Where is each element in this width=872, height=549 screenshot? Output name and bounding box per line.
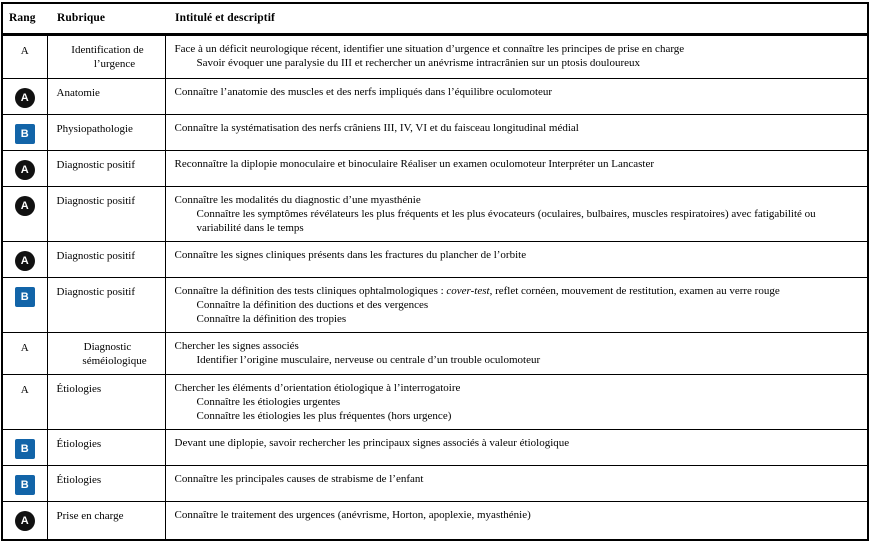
cell-intitule	[165, 187, 868, 242]
rubrique-label	[57, 340, 159, 368]
rank-b-badge: B	[15, 439, 35, 459]
rank-b-badge: B	[15, 287, 35, 307]
table-header-row	[2, 3, 868, 35]
descriptor-sub-line: Connaître les symptômes révélateurs les plus fréquents et les plus évocateurs (oculaires, bulbaires, muscles respiratoires) avec fatigabilité ou variabilité dans le temps	[196, 208, 816, 234]
rank-a-badge: A	[15, 88, 35, 108]
cell-intitule	[165, 79, 868, 115]
table-row	[2, 466, 868, 502]
descriptor-line: Face à un déficit neurologique récent, identifier une situation d’urgence et connaître les principes de prise en charge	[174, 43, 685, 55]
cell-rang	[2, 35, 47, 79]
rubrique-label	[57, 158, 159, 172]
descriptor-emphasis: cover-test	[446, 285, 490, 297]
cell-rubrique	[47, 375, 165, 430]
cell-intitule	[165, 151, 868, 187]
descriptor-sub-line: Connaître les étiologies les plus fréquentes (hors urgence)	[196, 410, 452, 422]
rubrique-label	[57, 382, 159, 396]
cell-rang	[2, 278, 47, 333]
column-header-rang: Rang	[2, 3, 47, 35]
rubrique-label	[57, 285, 159, 299]
cell-rang	[2, 502, 47, 540]
cell-intitule	[165, 333, 868, 375]
rubrique-label	[57, 249, 159, 263]
cell-intitule	[165, 430, 868, 466]
table-row	[2, 430, 868, 466]
descriptor-line: Connaître les principales causes de strabisme de l’enfant	[174, 473, 424, 485]
cell-rang	[2, 333, 47, 375]
table-row	[2, 278, 868, 333]
cell-intitule	[165, 242, 868, 278]
cell-rubrique	[47, 333, 165, 375]
cell-rubrique	[47, 242, 165, 278]
descriptor-line: Connaître la systématisation des nerfs crâniens III, IV, VI et du faisceau longitudinal médial	[174, 122, 579, 134]
cell-rang	[2, 79, 47, 115]
rubrique-line: Étiologies	[56, 474, 102, 486]
document-page	[0, 2, 872, 549]
cell-rubrique	[47, 466, 165, 502]
rubrique-line: Anatomie	[56, 87, 100, 99]
cell-rubrique	[47, 79, 165, 115]
rubrique-line: Étiologies	[56, 438, 102, 450]
descriptor-sub-line: Identifier l’origine musculaire, nerveuse ou centrale d’un trouble oculomoteur	[196, 354, 541, 366]
cell-rang	[2, 430, 47, 466]
rubrique-line: Identification de	[71, 44, 144, 56]
rubrique-label	[57, 437, 159, 451]
rank-plain-label: A	[20, 342, 29, 354]
descriptor-line: Connaître les modalités du diagnostic d’une myasthénie	[174, 194, 421, 206]
table-row	[2, 115, 868, 151]
rubrique-line: Physiopathologie	[56, 123, 133, 135]
cell-intitule	[165, 35, 868, 79]
cell-rang	[2, 151, 47, 187]
table-body	[2, 35, 868, 540]
cell-rubrique	[47, 278, 165, 333]
table-row	[2, 35, 868, 79]
rank-b-badge: B	[15, 124, 35, 144]
table-row	[2, 333, 868, 375]
table-row	[2, 151, 868, 187]
cell-rubrique	[47, 115, 165, 151]
cell-rang	[2, 187, 47, 242]
cell-rubrique	[47, 151, 165, 187]
rubrique-label	[57, 86, 159, 100]
table-row	[2, 242, 868, 278]
table-row	[2, 502, 868, 540]
rubrique-label	[57, 509, 159, 523]
cell-intitule	[165, 502, 868, 540]
rubrique-line: séméiologique	[82, 355, 147, 367]
table-row	[2, 79, 868, 115]
rank-plain-label: A	[20, 384, 29, 396]
rubrique-line: Diagnostic	[83, 341, 132, 353]
descriptor-text: , reflet cornéen, mouvement de restitution, examen au verre rouge	[489, 285, 780, 297]
descriptor-line: Chercher les éléments d’orientation étiologique à l’interrogatoire	[174, 382, 461, 394]
descriptor-sub-line: Connaître la définition des tropies	[196, 313, 347, 325]
cell-rubrique	[47, 35, 165, 79]
rubrique-label	[57, 43, 159, 71]
rank-a-badge: A	[15, 511, 35, 531]
cell-rubrique	[47, 430, 165, 466]
cell-intitule	[165, 115, 868, 151]
descriptor-line: Devant une diplopie, savoir rechercher les principaux signes associés à valeur étiologique	[174, 437, 570, 449]
descriptor-sub-line: Savoir évoquer une paralysie du III et rechercher un anévrisme intracrânien sur un ptosis douloureux	[196, 57, 641, 69]
table-row	[2, 375, 868, 430]
rank-a-badge: A	[15, 251, 35, 271]
rubrique-line: Diagnostic positif	[56, 195, 136, 207]
descriptor-line: Chercher les signes associés	[174, 340, 299, 352]
descriptor-sub-line: Connaître les étiologies urgentes	[196, 396, 341, 408]
cell-rang	[2, 242, 47, 278]
cell-intitule	[165, 466, 868, 502]
cell-intitule	[165, 375, 868, 430]
column-header-intitule: Intitulé et descriptif	[165, 3, 868, 35]
cell-intitule	[165, 278, 868, 333]
rubrique-line: Diagnostic positif	[56, 250, 136, 262]
cell-rang	[2, 466, 47, 502]
rubrique-line: Prise en charge	[56, 510, 124, 522]
cell-rubrique	[47, 187, 165, 242]
descriptor-line: Reconnaître la diplopie monoculaire et binoculaire Réaliser un examen oculomoteur Interpréter un Lancaster	[174, 158, 655, 170]
rubrique-line: Étiologies	[56, 383, 102, 395]
descriptor-line: Connaître les signes cliniques présents dans les fractures du plancher de l’orbite	[174, 249, 527, 261]
rubrique-line: Diagnostic positif	[56, 286, 136, 298]
rank-plain-label: A	[20, 45, 29, 57]
cell-rang	[2, 375, 47, 430]
rank-a-badge: A	[15, 196, 35, 216]
rank-a-badge: A	[15, 160, 35, 180]
table-row	[2, 187, 868, 242]
rubrique-label	[57, 473, 159, 487]
rubrique-line: Diagnostic positif	[56, 159, 136, 171]
cell-rang	[2, 115, 47, 151]
table-header	[2, 3, 868, 35]
rubrique-line: l’urgence	[93, 58, 136, 70]
descriptor-line	[175, 284, 862, 298]
rank-b-badge: B	[15, 475, 35, 495]
rubrique-label	[57, 194, 159, 208]
descriptor-text: Connaître la définition des tests cliniques ophtalmologiques :	[174, 285, 447, 297]
rubrique-label	[57, 122, 159, 136]
descriptor-sub-line: Connaître la définition des ductions et des vergences	[196, 299, 429, 311]
cell-rubrique	[47, 502, 165, 540]
competency-table	[1, 2, 869, 541]
descriptor-line: Connaître l’anatomie des muscles et des nerfs impliqués dans l’équilibre oculomoteur	[174, 86, 553, 98]
descriptor-line: Connaître le traitement des urgences (anévrisme, Horton, apoplexie, myasthénie)	[174, 509, 531, 521]
column-header-rubrique: Rubrique	[47, 3, 165, 35]
